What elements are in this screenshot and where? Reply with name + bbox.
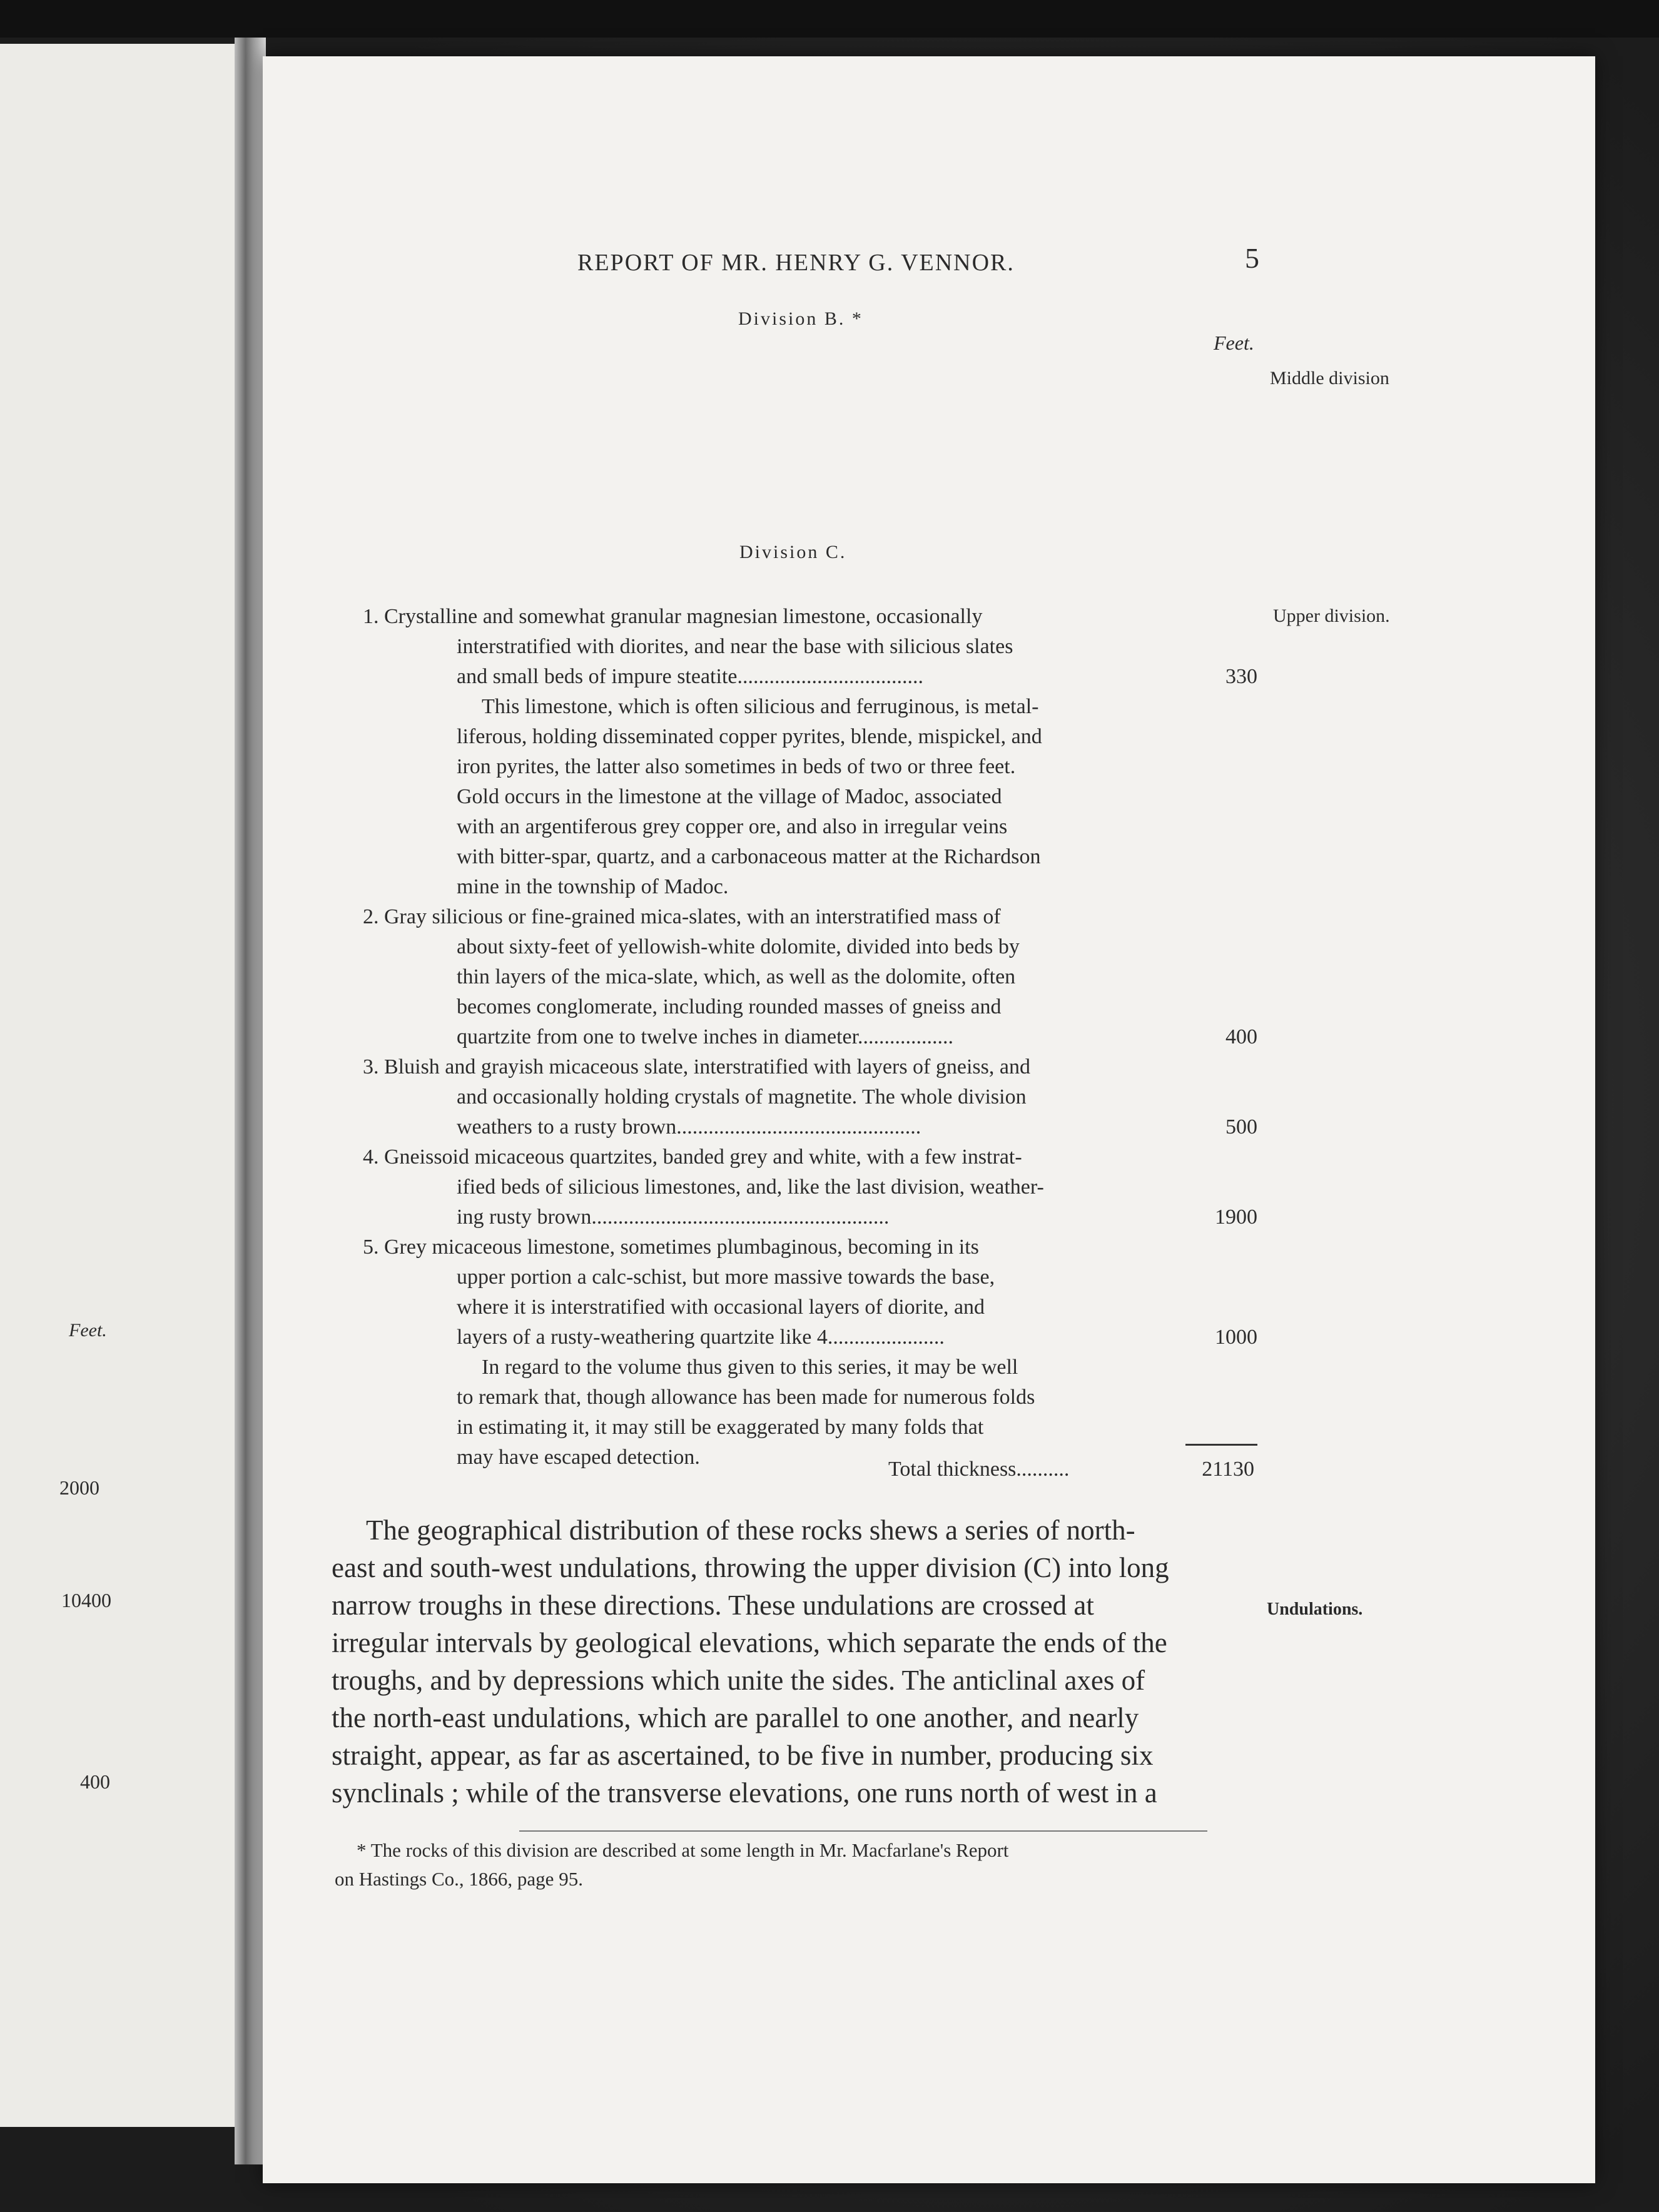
- division-c-item-line: interstratified with diorites, and near the base with silicious slates: [457, 635, 1013, 658]
- body-paragraph-line: irregular intervals by geological elevations, which separate the ends of the: [332, 1627, 1167, 1658]
- total-label: Total thickness..........: [888, 1458, 1070, 1481]
- division-c-note-line: mine in the township of Madoc.: [457, 875, 729, 898]
- total-value: 21130: [1202, 1458, 1254, 1481]
- division-c-note-line: Gold occurs in the limestone at the village of Madoc, associated: [457, 785, 1002, 808]
- left-number: 400: [80, 1770, 110, 1793]
- division-c-item-value: 330: [1225, 665, 1257, 688]
- division-c-item-line: 1. Crystalline and somewhat granular magnesian limestone, occasionally: [363, 605, 983, 628]
- book-gutter: [235, 38, 266, 2164]
- division-c-note-line: liferous, holding disseminated copper pyrites, blende, mispickel, and: [457, 725, 1042, 748]
- division-c-note-line: in estimating it, it may still be exaggerated by many folds that: [457, 1416, 984, 1439]
- division-c-note-line: with bitter-spar, quartz, and a carbonaceous matter at the Richardson: [457, 845, 1041, 868]
- division-c-item-value: 500: [1225, 1115, 1257, 1139]
- division-c-item-line: layers of a rusty-weathering quartzite like 4......................: [457, 1326, 945, 1349]
- left-number: 2000: [59, 1476, 99, 1499]
- division-c-item-line: upper portion a calc-schist, but more massive towards the base,: [457, 1266, 995, 1289]
- page-number: 5: [1245, 242, 1259, 274]
- division-c-note-line: This limestone, which is often silicious and ferruginous, is metal-: [482, 695, 1039, 718]
- margin-note-undulations: Undulations.: [1267, 1600, 1363, 1619]
- division-c-note-line: with an argentiferous grey copper ore, and also in irregular veins: [457, 815, 1008, 838]
- body-paragraph-line: The geographical distribution of these rocks shews a series of north-: [366, 1514, 1135, 1546]
- division-c-item-line: becomes conglomerate, including rounded masses of gneiss and: [457, 995, 1002, 1018]
- division-c-note-line: iron pyrites, the latter also sometimes in beds of two or three feet.: [457, 755, 1016, 778]
- division-c-item-line: 3. Bluish and grayish micaceous slate, interstratified with layers of gneiss, and: [363, 1055, 1030, 1078]
- footnote-rule: [519, 1830, 1207, 1832]
- division-c-title: Division C.: [739, 542, 847, 562]
- footnote-line: on Hastings Co., 1866, page 95.: [335, 1868, 583, 1890]
- body-paragraph-line: the north-east undulations, which are parallel to one another, and nearly: [332, 1702, 1139, 1733]
- division-c-item-line: where it is interstratified with occasional layers of diorite, and: [457, 1296, 985, 1319]
- previous-page-fragment: [0, 44, 250, 2127]
- division-c-item-line: quartzite from one to twelve inches in diameter..................: [457, 1025, 954, 1048]
- report-page: [263, 56, 1595, 2183]
- division-c-item-line: weathers to a rusty brown..............................................: [457, 1115, 921, 1139]
- body-paragraph-line: troughs, and by depressions which unite the sides. The anticlinal axes of: [332, 1665, 1145, 1696]
- feet-column-label: Feet.: [1214, 332, 1254, 354]
- division-c-item-line: about sixty-feet of yellowish-white dolomite, divided into beds by: [457, 935, 1020, 958]
- division-c-note-line: In regard to the volume thus given to this series, it may be well: [482, 1356, 1018, 1379]
- division-c-item-line: and small beds of impure steatite...................................: [457, 665, 923, 688]
- left-feet-label: Feet.: [69, 1320, 107, 1341]
- running-title: REPORT OF MR. HENRY G. VENNOR.: [577, 250, 1015, 276]
- division-c-item-line: 2. Gray silicious or fine-grained mica-slates, with an interstratified mass of: [363, 905, 1001, 928]
- division-b-title: Division B. *: [738, 308, 863, 329]
- division-c-note-line: to remark that, though allowance has been made for numerous folds: [457, 1386, 1035, 1409]
- margin-note-middle-division: Middle division: [1270, 368, 1389, 388]
- body-paragraph-line: straight, appear, as far as ascertained, to be five in number, producing six: [332, 1740, 1154, 1771]
- division-c-item-line: thin layers of the mica-slate, which, as well as the dolomite, often: [457, 965, 1016, 988]
- division-c-item-line: 4. Gneissoid micaceous quartzites, banded grey and white, with a few instrat-: [363, 1145, 1022, 1169]
- margin-note-upper-division: Upper division.: [1273, 606, 1390, 626]
- division-c-item-line: 5. Grey micaceous limestone, sometimes plumbaginous, becoming in its: [363, 1235, 979, 1259]
- body-paragraph-line: narrow troughs in these directions. These undulations are crossed at: [332, 1590, 1094, 1621]
- division-c-item-value: 1000: [1215, 1326, 1257, 1349]
- division-c-item-line: ified beds of silicious limestones, and, like the last division, weather-: [457, 1175, 1044, 1199]
- footnote-line: * The rocks of this division are described at some length in Mr. Macfarlane's Report: [357, 1839, 1009, 1861]
- division-c-item-value: 400: [1225, 1025, 1257, 1048]
- left-number: 10400: [61, 1589, 111, 1611]
- division-c-item-line: and occasionally holding crystals of magnetite. The whole division: [457, 1085, 1027, 1109]
- division-c-item-value: 1900: [1215, 1205, 1257, 1229]
- body-paragraph-line: synclinals ; while of the transverse elevations, one runs north of west in a: [332, 1777, 1157, 1809]
- total-rule: [1185, 1444, 1257, 1446]
- body-paragraph-line: east and south-west undulations, throwing the upper division (C) into long: [332, 1552, 1169, 1583]
- division-c-note-line: may have escaped detection.: [457, 1446, 700, 1469]
- division-c-item-line: ing rusty brown........................................................: [457, 1205, 890, 1229]
- film-top-edge: [0, 0, 1659, 38]
